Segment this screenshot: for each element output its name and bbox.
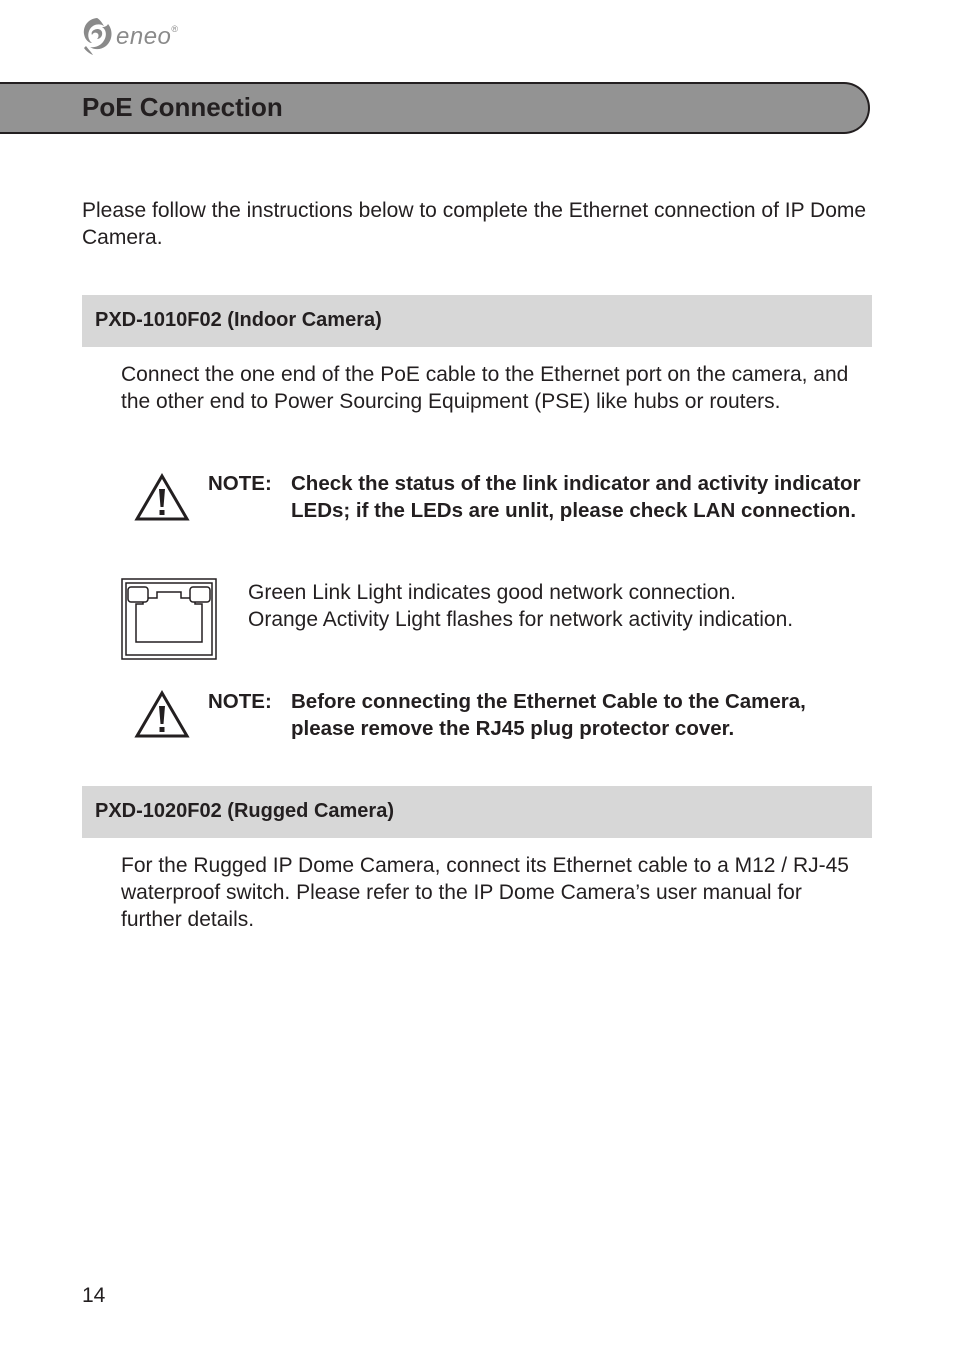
page-number: 14 bbox=[82, 1284, 106, 1307]
rugged-connection-paragraph: For the Rugged IP Dome Camera, connect its Ethernet cable to a M12 / RJ-45 waterproof switch. Please refer to the IP Dome Camera’s user manual for further details. bbox=[121, 854, 849, 931]
note-label-2: NOTE: bbox=[208, 690, 272, 713]
section-title-indoor: PXD-1010F02 (Indoor Camera) bbox=[95, 309, 382, 331]
led-description bbox=[248, 579, 888, 633]
brand-name: eneo bbox=[116, 23, 172, 50]
rj45-port-icon bbox=[121, 578, 217, 660]
eneo-swirl-logo-icon bbox=[80, 16, 114, 56]
warning-triangle-icon bbox=[134, 473, 190, 523]
section-title-rugged: PXD-1020F02 (Rugged Camera) bbox=[95, 800, 394, 822]
note-label-1: NOTE: bbox=[208, 472, 272, 495]
intro-paragraph: Please follow the instructions below to complete the Ethernet connection of IP Dome Camera. bbox=[82, 199, 867, 249]
note-text-1: Check the status of the link indicator and activity indicator LEDs; if the LEDs are unlit, please check LAN connection. bbox=[291, 472, 861, 522]
note-text-2: Before connecting the Ethernet Cable to the Camera, please remove the RJ45 plug protector cover. bbox=[291, 690, 806, 740]
page-title: PoE Connection bbox=[82, 92, 283, 122]
brand-logo bbox=[80, 16, 178, 56]
led-line-green: Green Link Light indicates good network connection. bbox=[248, 581, 736, 604]
registered-mark: ® bbox=[171, 24, 179, 34]
led-line-orange: Orange Activity Light flashes for network activity indication. bbox=[248, 608, 794, 631]
indoor-connection-paragraph: Connect the one end of the PoE cable to the Ethernet port on the camera, and the other end to Power Sourcing Equipment (PSE) like hubs or routers. bbox=[121, 363, 849, 413]
warning-triangle-icon bbox=[134, 690, 190, 740]
